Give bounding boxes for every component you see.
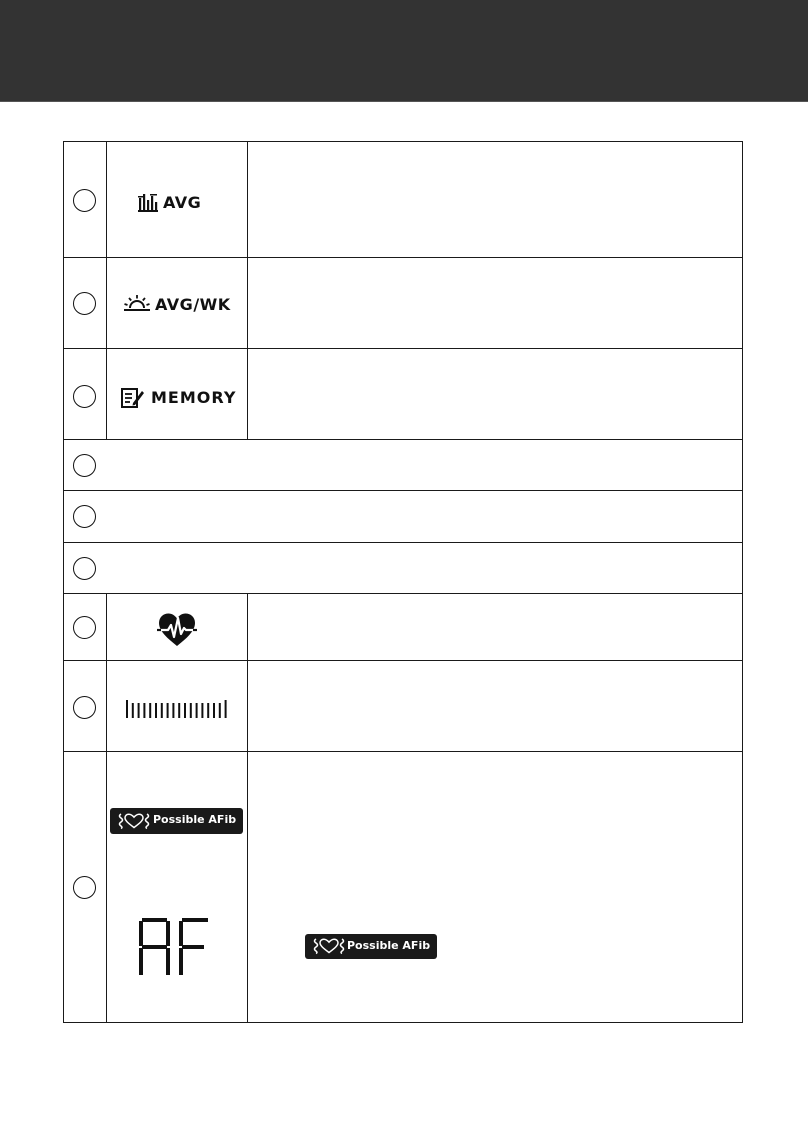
row-number-circle bbox=[73, 505, 96, 528]
table-row-avg-week bbox=[64, 258, 742, 349]
bar-chart-icon bbox=[138, 192, 160, 212]
table-row bbox=[64, 491, 742, 543]
symbol-cell bbox=[106, 258, 248, 348]
symbol-cell bbox=[106, 661, 248, 751]
scale-tick bbox=[132, 703, 134, 718]
row-number-circle bbox=[73, 385, 96, 408]
scale-tick bbox=[201, 703, 203, 718]
row-number-circle bbox=[73, 876, 96, 899]
table-row-afib bbox=[64, 752, 742, 1022]
scale-tick bbox=[149, 703, 151, 718]
avg-label: AVG bbox=[163, 193, 202, 212]
row-number-cell bbox=[64, 752, 107, 1022]
table-row-heart bbox=[64, 594, 742, 661]
row-number-circle bbox=[73, 616, 96, 639]
scale-tick bbox=[219, 703, 221, 718]
table-row bbox=[64, 440, 742, 491]
symbol-cell bbox=[106, 142, 248, 257]
scale-tick bbox=[143, 703, 145, 718]
scale-tick bbox=[207, 703, 209, 718]
row-number-circle bbox=[73, 189, 96, 212]
row-number-cell bbox=[64, 491, 106, 542]
sunrise-icon bbox=[124, 294, 150, 312]
description-cell bbox=[248, 142, 742, 257]
description-cell bbox=[248, 258, 742, 348]
heart-wave-icon bbox=[118, 813, 150, 829]
description-cell bbox=[248, 349, 742, 439]
description-cell bbox=[248, 752, 742, 1022]
row-number-cell bbox=[64, 543, 106, 593]
row-number-cell bbox=[64, 440, 106, 490]
level-scale-icon bbox=[126, 700, 230, 718]
heart-wave-icon bbox=[313, 938, 345, 954]
row-number-cell bbox=[64, 594, 107, 660]
scale-tick bbox=[196, 703, 198, 718]
afib-inline-badge-label: Possible AFib bbox=[347, 939, 431, 952]
afib-badge bbox=[110, 808, 243, 834]
description-cell bbox=[248, 594, 742, 660]
table-row-avg bbox=[64, 142, 742, 258]
memo-icon bbox=[121, 387, 145, 409]
afib-badge-label: Possible AFib bbox=[153, 813, 237, 826]
scale-tick bbox=[184, 703, 186, 718]
symbol-table bbox=[63, 141, 743, 1023]
memory-label: MEMORY bbox=[151, 388, 237, 407]
row-number-cell bbox=[64, 661, 107, 751]
symbol-cell bbox=[106, 752, 248, 1022]
header-divider bbox=[0, 101, 808, 102]
row-number-circle bbox=[73, 454, 96, 477]
scale-tick bbox=[138, 703, 140, 718]
row-number-circle bbox=[73, 292, 96, 315]
row-number-circle bbox=[73, 557, 96, 580]
scale-tick bbox=[225, 700, 227, 718]
row-number-cell bbox=[64, 349, 107, 439]
heart-pulse-icon bbox=[157, 612, 197, 648]
scale-tick bbox=[172, 703, 174, 718]
symbol-cell bbox=[106, 349, 248, 439]
scale-tick bbox=[155, 703, 157, 718]
table-row-memory bbox=[64, 349, 742, 440]
row-number-circle bbox=[73, 696, 96, 719]
scale-tick bbox=[126, 700, 128, 718]
description-cell bbox=[248, 661, 742, 751]
scale-tick bbox=[167, 703, 169, 718]
table-row bbox=[64, 543, 742, 594]
symbol-cell bbox=[106, 594, 248, 660]
afib-inline-badge bbox=[305, 934, 437, 959]
avg-week-label: AVG/WK bbox=[155, 295, 231, 314]
scale-tick bbox=[213, 703, 215, 718]
scale-tick bbox=[178, 703, 180, 718]
scale-tick bbox=[161, 703, 163, 718]
af-segment-display bbox=[139, 918, 211, 976]
header-bar bbox=[0, 0, 808, 101]
row-number-cell bbox=[64, 142, 107, 257]
scale-tick bbox=[190, 703, 192, 718]
table-row-level-scale bbox=[64, 661, 742, 752]
row-number-cell bbox=[64, 258, 107, 348]
